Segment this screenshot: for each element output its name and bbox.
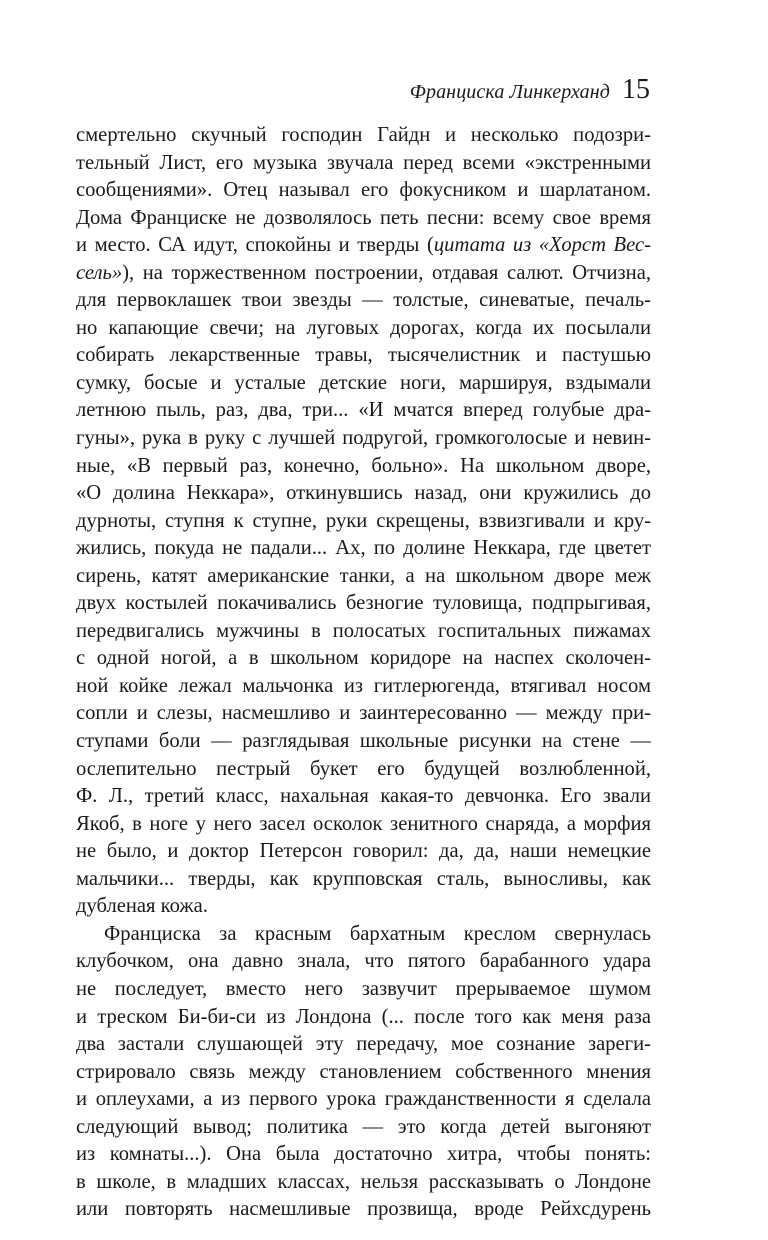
- running-head: [410, 74, 650, 106]
- text-line: мальчики... тверды, как крупповская сталь, выносливы, как: [76, 867, 651, 890]
- text-line: [76, 260, 651, 288]
- text-line-paragraph-end: дубленая кожа.: [76, 895, 208, 918]
- text-line: Якоб, в ноге у него засел осколок зенитного снаряда, а морфия: [76, 812, 651, 835]
- text-line: собирать лекарственные травы, тысячелистник и пастушью: [76, 344, 651, 367]
- text-line: но капающие свечи; на луговых дорогах, когда их посылали: [76, 316, 651, 339]
- text-line: ные, «В первый раз, конечно, больно». На школьном дворе,: [76, 454, 651, 477]
- text-line: сопли и слезы, насмешливо и заинтересованно — между при-: [76, 702, 651, 725]
- text-line: стрировало связь между становлением собственного мнения: [76, 1060, 651, 1083]
- text-line: двух костылей покачивались безногие туловища, подпрыгивая,: [76, 592, 651, 615]
- text-line: передвигались мужчины в полосатых госпитальных пижамах: [76, 619, 651, 642]
- text-line: дурноты, ступня к ступне, руки скрещены, взвизгивали и кру-: [76, 509, 651, 532]
- text-line: два застали слушающей эту передачу, мое сознание зареги-: [76, 1033, 651, 1056]
- italic-citation: цитата из «Хорст Вес-: [433, 234, 651, 257]
- text-line: «О долина Неккара», откинувшись назад, они кружились до: [76, 482, 651, 505]
- text-segment: ), на торжественном построении, отдавая салют. Отчизна,: [122, 261, 651, 284]
- text-line: тельный Лист, его музыка звучала перед всеми «экстренными: [76, 151, 651, 174]
- text-line: сообщениями». Отец называл его фокусником и шарлатаном.: [76, 179, 651, 202]
- text-line: клубочком, она давно знала, что пятого барабанного удара: [76, 950, 651, 973]
- text-line: ступами боли — разглядывая школьные рисунки на стене —: [76, 730, 651, 753]
- text-line: сирень, катят американские танки, а на школьном дворе меж: [76, 564, 651, 587]
- text-line: следующий вывод; политика — это когда детей выгоняют: [76, 1115, 651, 1138]
- text-line: [76, 232, 651, 260]
- text-segment: и место. СА идут, спокойны и тверды (: [76, 234, 434, 257]
- text-line: Дома Франциске не дозволялось петь песни: всему свое время: [76, 206, 651, 229]
- text-line-paragraph-start: Франциска за красным бархатным креслом свернулась: [104, 922, 651, 945]
- text-line: из комнаты...). Она была достаточно хитра, чтобы понять:: [76, 1143, 651, 1166]
- text-line: с одной ногой, а в школьном коридоре на наспех сколочен-: [76, 647, 651, 670]
- text-line: или повторять насмешливые прозвища, вроде Рейхсдурень: [76, 1198, 651, 1221]
- text-line: ослепительно пестрый букет его будущей возлюбленной,: [76, 757, 651, 780]
- text-line: в школе, в младших классах, нельзя рассказывать о Лондоне: [76, 1170, 651, 1193]
- text-line: и оплеухами, а из первого урока гражданственности я сделала: [76, 1088, 651, 1111]
- text-line: не последует, вместо него зазвучит прерываемое шумом: [76, 977, 651, 1000]
- text-line: и треском Би-би-си из Лондона (... после того как меня раза: [76, 1005, 651, 1028]
- text-line: летнюю пыль, раз, два, три... «И мчатся вперед голубые дра-: [76, 399, 651, 422]
- text-line: жились, покуда не падали... Ах, по долине Неккара, где цветет: [76, 537, 651, 560]
- text-line: для первоклашек твои звезды — толстые, синеватые, печаль-: [76, 289, 651, 312]
- italic-citation: сель»: [76, 261, 123, 284]
- body-text: [76, 122, 651, 1224]
- text-line: смертельно скучный господин Гайдн и несколько подозри-: [76, 124, 651, 146]
- text-line: гуны», рука в руку с лучшей подругой, громкоголосые и невин-: [76, 427, 651, 450]
- page-number: 15: [622, 74, 650, 105]
- text-line: ной койке лежал мальчонка из гитлерюгенда, втягивал носом: [76, 674, 651, 697]
- text-line: не было, и доктор Петерсон говорил: да, да, наши немецкие: [76, 840, 651, 863]
- running-title: Франциска Линкерханд: [409, 81, 610, 103]
- text-line: Ф. Л., третий класс, нахальная какая-то девчонка. Его звали: [76, 785, 651, 808]
- text-line: сумку, босые и усталые детские ноги, маршируя, вздымали: [76, 371, 651, 394]
